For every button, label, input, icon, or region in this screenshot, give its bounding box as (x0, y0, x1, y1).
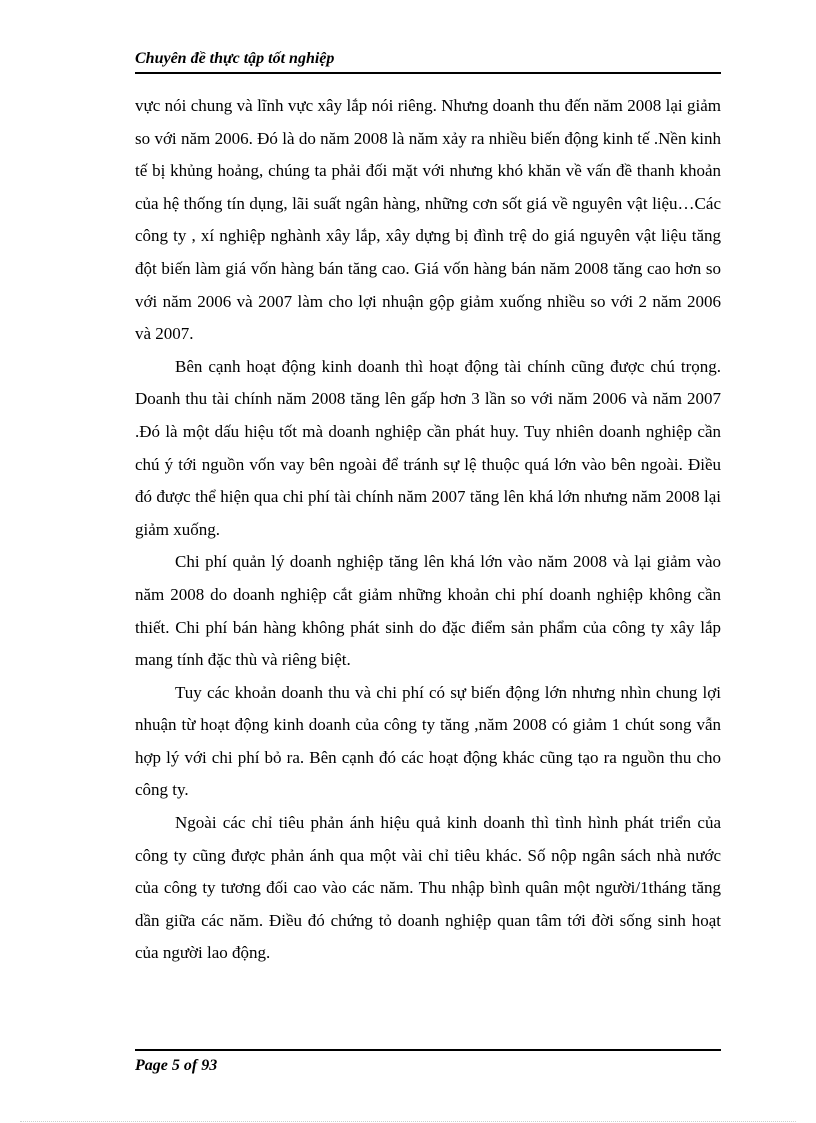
page-edge-divider (20, 1121, 796, 1122)
header-title: Chuyên đề thực tập tốt nghiệp (135, 50, 335, 67)
page-header (135, 48, 721, 74)
paragraph-3: Chi phí quản lý doanh nghiệp tăng lên khá lớn vào năm 2008 và lại giảm vào năm 2008 do doanh nghiệp cắt giảm những khoản chi phí doanh nghiệp không cần thiết. Chi phí bán hàng không phát sinh do đặc điểm sản phẩm của công ty xây lắp mang tính đặc thù và riêng biệt. (135, 552, 721, 670)
page-footer (135, 1049, 721, 1074)
paragraph-5: Ngoài các chỉ tiêu phản ánh hiệu quả kinh doanh thì tình hình phát triển của công ty cũng được phản ánh qua một vài chỉ tiêu khác. Số nộp ngân sách nhà nước của công ty tương đối cao vào các năm. Thu nhập bình quân một người/1tháng tăng dần giữa các năm. Điều đó chứng tỏ doanh nghiệp quan tâm tới đời sống sinh hoạt của người lao động. (135, 813, 721, 963)
document-body (135, 90, 721, 970)
page-number: Page 5 of 93 (135, 1057, 218, 1074)
paragraph-1: vực nói chung và lĩnh vực xây lắp nói riêng. Nhưng doanh thu đến năm 2008 lại giảm so với năm 2006. Đó là do năm 2008 là năm xảy ra nhiều biến động kinh tế .Nền kinh tế bị khủng hoảng, chúng ta phải đối mặt với nhưng khó khăn về vấn đề thanh khoản của hệ thống tín dụng, lãi suất ngân hàng, những cơn sốt giá về nguyên vật liệu…Các công ty , xí nghiệp nghành xây lắp, xây dựng bị đình trệ do giá nguyên vật liệu tăng đột biến làm giá vốn hàng bán tăng cao. Giá vốn hàng bán năm 2008 tăng cao hơn so với năm 2006 và 2007 làm cho lợi nhuận gộp giảm xuống nhiều so với 2 năm 2006 và 2007. (135, 96, 721, 344)
paragraph-2: Bên cạnh hoạt động kinh doanh thì hoạt động tài chính cũng được chú trọng. Doanh thu tài chính năm 2008 tăng lên gấp hơn 3 lần so với năm 2006 và năm 2007 .Đó là một dấu hiệu tốt mà doanh nghiệp cần phát huy. Tuy nhiên doanh nghiệp cần chú ý tới nguồn vốn vay bên ngoài để tránh sự lệ thuộc quá lớn vào bên ngoài. Điều đó được thể hiện qua chi phí tài chính năm 2007 tăng lên khá lớn nhưng năm 2008 lại giảm xuống. (135, 356, 721, 539)
paragraph-4: Tuy các khoản doanh thu và chi phí có sự biến động lớn nhưng nhìn chung lợi nhuận từ hoạt động kinh doanh của công ty tăng ,năm 2008 có giảm 1 chút song vẫn hợp lý với chi phí bỏ ra. Bên cạnh đó các hoạt động khác cũng tạo ra nguồn thu cho công ty. (135, 682, 721, 800)
